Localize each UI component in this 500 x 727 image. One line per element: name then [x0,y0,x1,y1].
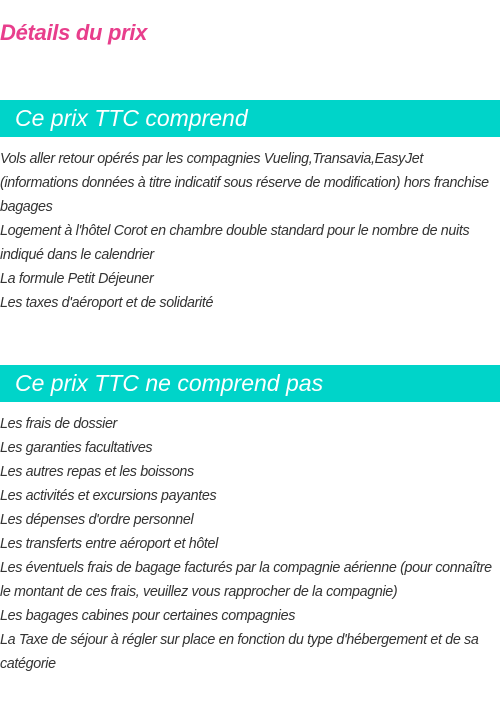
list-item: Les frais de dossier [0,416,117,432]
included-list [0,147,500,315]
list-item: Les éventuels frais de bagage facturés par la compagnie aérienne (pour connaître le montant de ces frais, veuillez vous rapprocher de la compagnie) [0,560,492,600]
list-item: Vols aller retour opérés par les compagnies Vueling,Transavia,EasyJet (informations données à titre indicatif sous réserve de modification) hors franchise bagages [0,151,489,215]
included-section-header: Ce prix TTC comprend [0,100,500,137]
page-title: Détails du prix [0,20,148,45]
list-item: Les taxes d'aéroport et de solidarité [0,295,214,311]
list-item: Les garanties facultatives [0,440,153,456]
list-item: Les autres repas et les boissons [0,464,194,480]
list-item: La Taxe de séjour à régler sur place en fonction du type d'hébergement et de sa catégorie [0,632,479,672]
list-item: Les dépenses d'ordre personnel [0,512,194,528]
excluded-section-header: Ce prix TTC ne comprend pas [0,365,500,402]
list-item: Les bagages cabines pour certaines compagnies [0,608,296,624]
list-item: Les transferts entre aéroport et hôtel [0,536,218,552]
list-item: La formule Petit Déjeuner [0,271,154,287]
list-item: Les activités et excursions payantes [0,488,217,504]
excluded-list [0,412,500,676]
list-item: Logement à l'hôtel Corot en chambre double standard pour le nombre de nuits indiqué dans le calendrier [0,223,470,263]
